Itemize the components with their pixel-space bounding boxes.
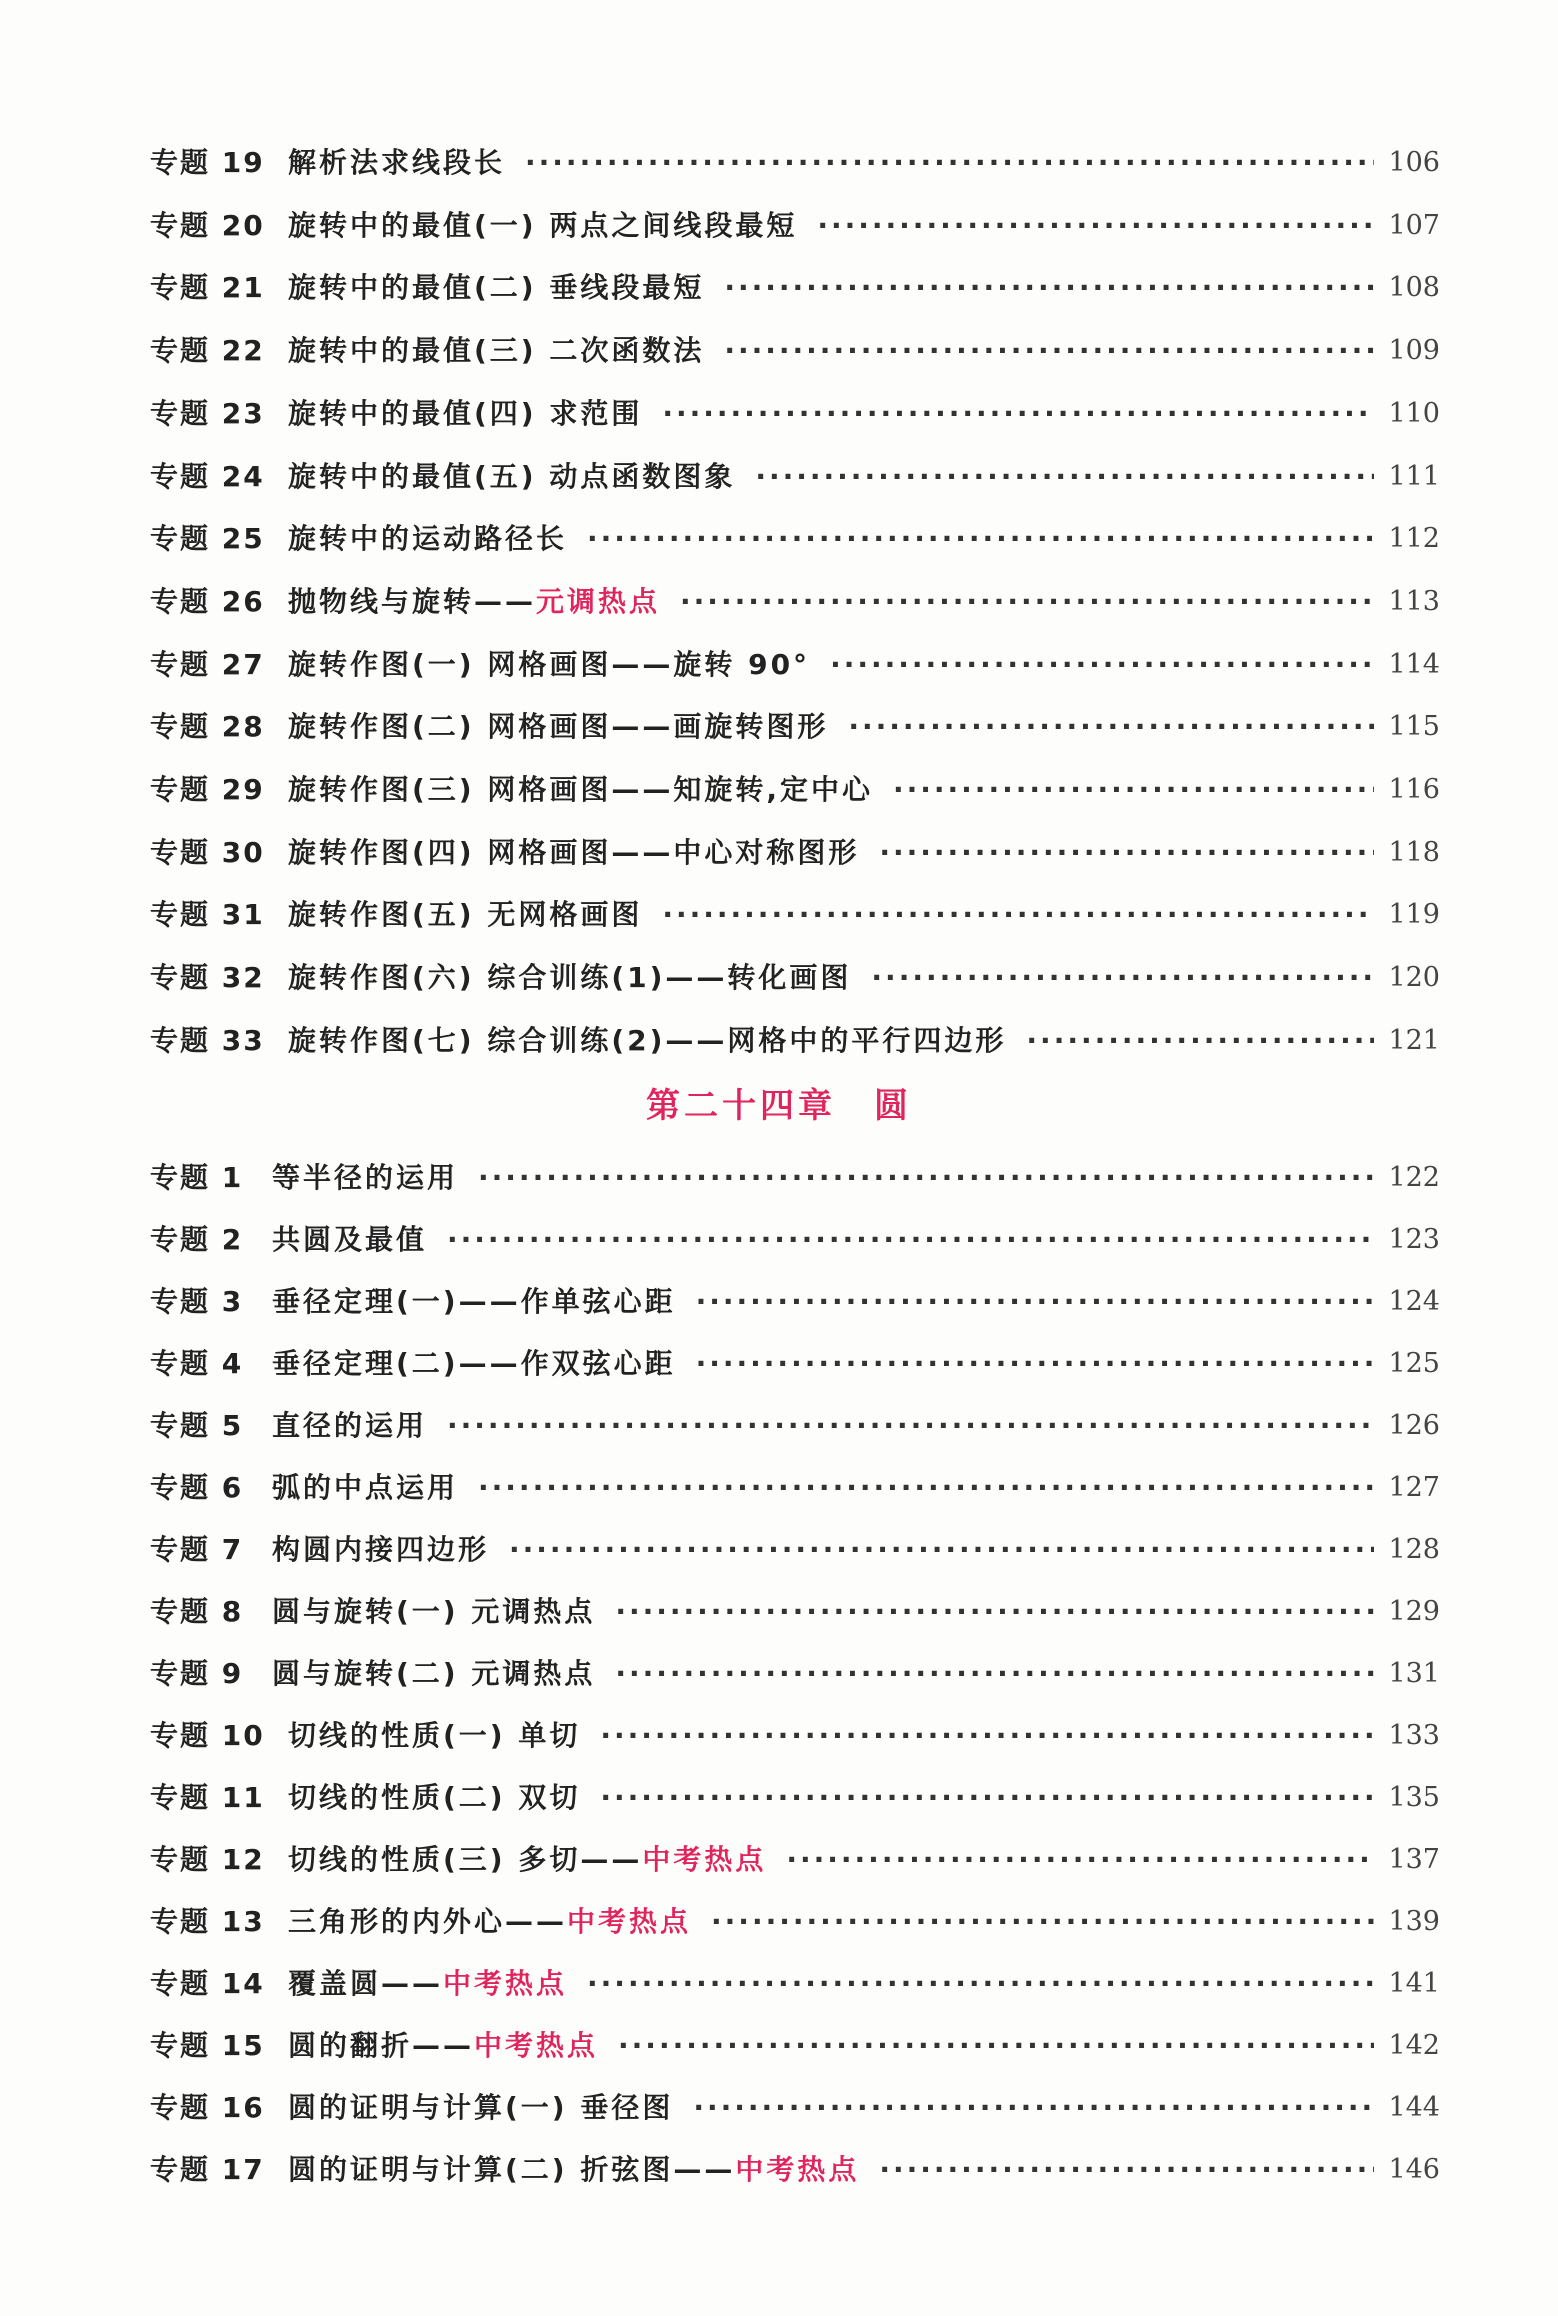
topic-title	[272, 1649, 595, 1699]
topic-title-text: 等半径的运用	[272, 1161, 459, 1194]
hot-topic-tag: 中考热点	[474, 2029, 599, 2062]
dot-leader	[478, 1153, 1374, 1203]
topic-number: 专题 29	[150, 773, 265, 806]
dot-leader	[478, 1463, 1374, 1513]
page-number: 107	[1388, 209, 1440, 241]
page-number: 144	[1388, 2092, 1440, 2123]
dot-leader	[893, 765, 1374, 815]
dot-leader	[600, 1711, 1374, 1761]
topic-title-text: 旋转中的最值(三) 二次函数法	[288, 334, 705, 368]
page-number: 141	[1388, 1968, 1440, 1999]
dot-leader	[755, 452, 1374, 502]
topic-title-text: 旋转作图(一) 网格画图——旋转 90°	[288, 647, 811, 681]
page-number: 128	[1388, 1534, 1440, 1565]
page-number: 111	[1388, 460, 1440, 492]
topic-title	[272, 1277, 676, 1327]
topic-number: 专题 22	[150, 334, 265, 368]
page-number: 126	[1388, 1410, 1440, 1441]
topic-title-text: 旋转作图(五) 无网格画图	[288, 898, 643, 932]
topic-number: 专题 1	[150, 1161, 244, 1194]
topic-number: 专题 31	[150, 898, 265, 932]
dot-leader	[871, 953, 1374, 1003]
toc-entry[interactable]	[150, 1016, 1440, 1066]
page-number: 125	[1388, 1348, 1440, 1379]
topic-title-text: 覆盖圆——	[288, 1967, 444, 2000]
topic-number: 专题 15	[150, 2029, 265, 2062]
topic-title-text: 切线的性质(三) 多切——	[288, 1843, 643, 1876]
topic-title-text: 抛物线与旋转——	[288, 584, 537, 618]
topic-title	[288, 1897, 691, 1947]
toc-entry[interactable]	[150, 1835, 1440, 1885]
topic-title-text: 圆的证明与计算(一) 垂径图	[288, 2091, 674, 2124]
topic-title	[288, 1773, 580, 1823]
topic-title	[272, 1215, 427, 1265]
toc-entry[interactable]	[150, 2021, 1440, 2071]
topic-number: 专题 17	[150, 2153, 265, 2186]
topic-number: 专题 24	[150, 459, 265, 493]
topic-number: 专题 10	[150, 1719, 265, 1752]
dot-leader	[724, 263, 1374, 313]
topic-number: 专题 16	[150, 2091, 265, 2124]
topic-number: 专题 20	[150, 208, 265, 242]
hot-topic-tag: 中考热点	[567, 1905, 692, 1938]
toc-entry[interactable]	[150, 514, 1440, 564]
toc-entry[interactable]	[150, 389, 1440, 439]
topic-title-text: 旋转中的最值(一) 两点之间线段最短	[288, 208, 798, 242]
toc-entry[interactable]	[150, 1277, 1440, 1327]
topic-title	[288, 326, 704, 376]
toc-entry[interactable]	[150, 1339, 1440, 1389]
toc-entry[interactable]	[150, 890, 1440, 940]
topic-title	[288, 1835, 766, 1885]
toc-entry[interactable]	[150, 201, 1440, 251]
topic-number: 专题 28	[150, 710, 265, 744]
toc-entry[interactable]	[150, 577, 1440, 627]
toc-entry[interactable]	[150, 1711, 1440, 1761]
toc-entry[interactable]	[150, 2145, 1440, 2195]
toc-entry[interactable]	[150, 1897, 1440, 1947]
topic-title	[272, 1525, 489, 1575]
topic-title	[288, 953, 851, 1003]
toc-entry[interactable]	[150, 1463, 1440, 1513]
hot-topic-tag: 元调热点	[536, 584, 661, 618]
topic-number: 专题 19	[150, 146, 265, 179]
topic-title-text: 圆的翻折——	[288, 2029, 475, 2062]
topic-number: 专题 14	[150, 1967, 265, 2000]
toc-entry[interactable]	[150, 1153, 1440, 1203]
page-number: 108	[1388, 272, 1440, 304]
topic-number: 专题 21	[150, 271, 265, 305]
topic-title-text: 切线的性质(一) 单切	[288, 1719, 581, 1752]
topic-title	[288, 1959, 567, 2009]
dot-leader	[615, 1587, 1374, 1637]
page-number: 112	[1388, 523, 1440, 555]
topic-title-text: 旋转作图(七) 综合训练(2)——网格中的平行四边形	[288, 1023, 1007, 1057]
topic-title-text: 构圆内接四边形	[272, 1533, 490, 1566]
dot-leader	[587, 514, 1374, 564]
dot-leader	[525, 138, 1374, 188]
topic-title	[288, 828, 859, 878]
topic-title-text: 共圆及最值	[272, 1223, 428, 1256]
topic-title	[288, 640, 810, 690]
toc-entry[interactable]	[150, 1587, 1440, 1637]
page-number: 146	[1388, 2154, 1440, 2185]
topic-title-text: 旋转中的最值(五) 动点函数图象	[288, 459, 736, 493]
topic-title-text: 切线的性质(二) 双切	[288, 1781, 581, 1814]
toc-entry[interactable]	[150, 1959, 1440, 2009]
topic-title	[272, 1463, 458, 1513]
page-number: 137	[1388, 1844, 1440, 1875]
page-number: 110	[1388, 397, 1440, 429]
topic-title-text: 解析法求线段长	[288, 146, 506, 179]
page-number: 115	[1388, 711, 1440, 743]
topic-title-text: 垂径定理(一)——作单弦心距	[272, 1285, 676, 1318]
topic-title	[288, 452, 735, 502]
topic-title	[272, 1401, 427, 1451]
dot-leader	[696, 1339, 1375, 1389]
topic-title-text: 圆与旋转(一) 元调热点	[272, 1595, 596, 1628]
dot-leader	[693, 2083, 1374, 2133]
topic-title	[288, 389, 642, 439]
topic-number: 专题 30	[150, 835, 265, 869]
page-number: 139	[1388, 1906, 1440, 1937]
topic-title	[272, 1153, 458, 1203]
topic-title-text: 旋转中的最值(四) 求范围	[288, 396, 643, 430]
dot-leader	[830, 640, 1374, 690]
page-number: 133	[1388, 1720, 1440, 1751]
topic-title	[288, 138, 505, 188]
dot-leader	[447, 1215, 1374, 1265]
page-number: 119	[1388, 899, 1440, 931]
toc-entry[interactable]	[150, 953, 1440, 1003]
hot-topic-tag: 中考热点	[735, 2153, 860, 2186]
page-number: 113	[1388, 585, 1440, 617]
topic-title-text: 三角形的内外心——	[288, 1905, 568, 1938]
topic-title-text: 旋转中的最值(二) 垂线段最短	[288, 271, 705, 305]
dot-leader	[662, 389, 1374, 439]
toc-entry[interactable]	[150, 828, 1440, 878]
toc-entry[interactable]	[150, 1215, 1440, 1265]
toc-entry[interactable]	[150, 138, 1440, 188]
topic-title	[288, 765, 873, 815]
topic-title-text: 旋转作图(二) 网格画图——画旋转图形	[288, 710, 829, 744]
topic-title	[272, 1587, 595, 1637]
toc-entry[interactable]	[150, 702, 1440, 752]
dot-leader	[817, 201, 1374, 251]
toc-entry[interactable]	[150, 640, 1440, 690]
page-number: 121	[1388, 1024, 1440, 1056]
topic-title	[288, 1711, 580, 1761]
dot-leader	[879, 2145, 1374, 2195]
dot-leader	[600, 1773, 1374, 1823]
topic-number: 专题 3	[150, 1285, 244, 1318]
page-number: 124	[1388, 1286, 1440, 1317]
topic-number: 专题 32	[150, 961, 265, 995]
page-number: 116	[1388, 774, 1440, 805]
dot-leader	[848, 702, 1374, 752]
dot-leader	[662, 890, 1374, 940]
topic-title-text: 直径的运用	[272, 1409, 428, 1442]
page-number: 129	[1388, 1596, 1440, 1627]
dot-leader	[509, 1525, 1374, 1575]
page-number: 118	[1388, 836, 1440, 868]
toc-entry[interactable]	[150, 1773, 1440, 1823]
page-number: 127	[1388, 1472, 1440, 1503]
toc-entry[interactable]	[150, 2083, 1440, 2133]
toc-entry[interactable]	[150, 326, 1440, 376]
topic-number: 专题 12	[150, 1843, 265, 1876]
dot-leader	[587, 1959, 1374, 2009]
dot-leader	[680, 577, 1374, 627]
hot-topic-tag: 中考热点	[443, 1967, 568, 2000]
topic-title-text: 旋转作图(六) 综合训练(1)——转化画图	[288, 961, 852, 995]
topic-title-text: 垂径定理(二)——作双弦心距	[272, 1347, 676, 1380]
toc-entry[interactable]	[150, 1649, 1440, 1699]
dot-leader	[1026, 1016, 1374, 1066]
topic-number: 专题 11	[150, 1781, 265, 1814]
dot-leader	[724, 326, 1374, 376]
page-number: 123	[1388, 1224, 1440, 1255]
page-number: 135	[1388, 1782, 1440, 1813]
topic-title	[288, 2083, 673, 2133]
topic-title	[288, 201, 797, 251]
dot-leader	[447, 1401, 1374, 1451]
toc-entry[interactable]	[150, 263, 1440, 313]
topic-title	[288, 890, 642, 940]
page-number: 142	[1388, 2030, 1440, 2061]
topic-number: 专题 27	[150, 647, 265, 681]
topic-title	[288, 514, 567, 564]
dot-leader	[711, 1897, 1374, 1947]
topic-title	[288, 702, 828, 752]
topic-number: 专题 8	[150, 1595, 244, 1628]
topic-number: 专题 6	[150, 1471, 244, 1504]
topic-title-text: 圆与旋转(二) 元调热点	[272, 1657, 596, 1690]
topic-title-text: 圆的证明与计算(二) 折弦图——	[288, 2153, 736, 2186]
topic-number: 专题 7	[150, 1533, 244, 1566]
topic-title-text: 旋转作图(四) 网格画图——中心对称图形	[288, 835, 860, 869]
topic-number: 专题 33	[150, 1023, 265, 1057]
topic-title	[288, 2145, 859, 2195]
topic-number: 专题 26	[150, 584, 265, 618]
topic-number: 专题 2	[150, 1223, 244, 1256]
topic-number: 专题 5	[150, 1409, 244, 1442]
dot-leader	[696, 1277, 1375, 1327]
dot-leader	[615, 1649, 1374, 1699]
topic-title	[288, 2021, 598, 2071]
toc-entry[interactable]	[150, 452, 1440, 502]
toc-entry[interactable]	[150, 1401, 1440, 1451]
page-number: 109	[1388, 335, 1440, 367]
page-number: 106	[1388, 147, 1440, 178]
topic-title	[288, 577, 660, 627]
page-number: 122	[1388, 1162, 1440, 1193]
topic-title-text: 弧的中点运用	[272, 1471, 459, 1504]
topic-number: 专题 23	[150, 396, 265, 430]
hot-topic-tag: 中考热点	[642, 1843, 767, 1876]
page-number: 120	[1388, 962, 1440, 994]
topic-title-text: 旋转作图(三) 网格画图——知旋转,定中心	[288, 773, 873, 806]
topic-title-text: 旋转中的运动路径长	[288, 522, 568, 556]
toc-entry[interactable]	[150, 765, 1440, 815]
topic-title	[288, 1016, 1006, 1066]
topic-title	[288, 263, 704, 313]
topic-number: 专题 9	[150, 1657, 244, 1690]
page-number: 114	[1388, 648, 1440, 680]
topic-number: 专题 4	[150, 1347, 244, 1380]
page-number: 131	[1388, 1658, 1440, 1689]
topic-number: 专题 25	[150, 522, 265, 556]
toc-entry[interactable]	[150, 1525, 1440, 1575]
dot-leader	[786, 1835, 1374, 1885]
topic-number: 专题 13	[150, 1905, 265, 1938]
dot-leader	[618, 2021, 1374, 2071]
chapter-heading: 第二十四章 圆	[646, 1086, 912, 1126]
dot-leader	[879, 828, 1374, 878]
topic-title	[272, 1339, 676, 1389]
